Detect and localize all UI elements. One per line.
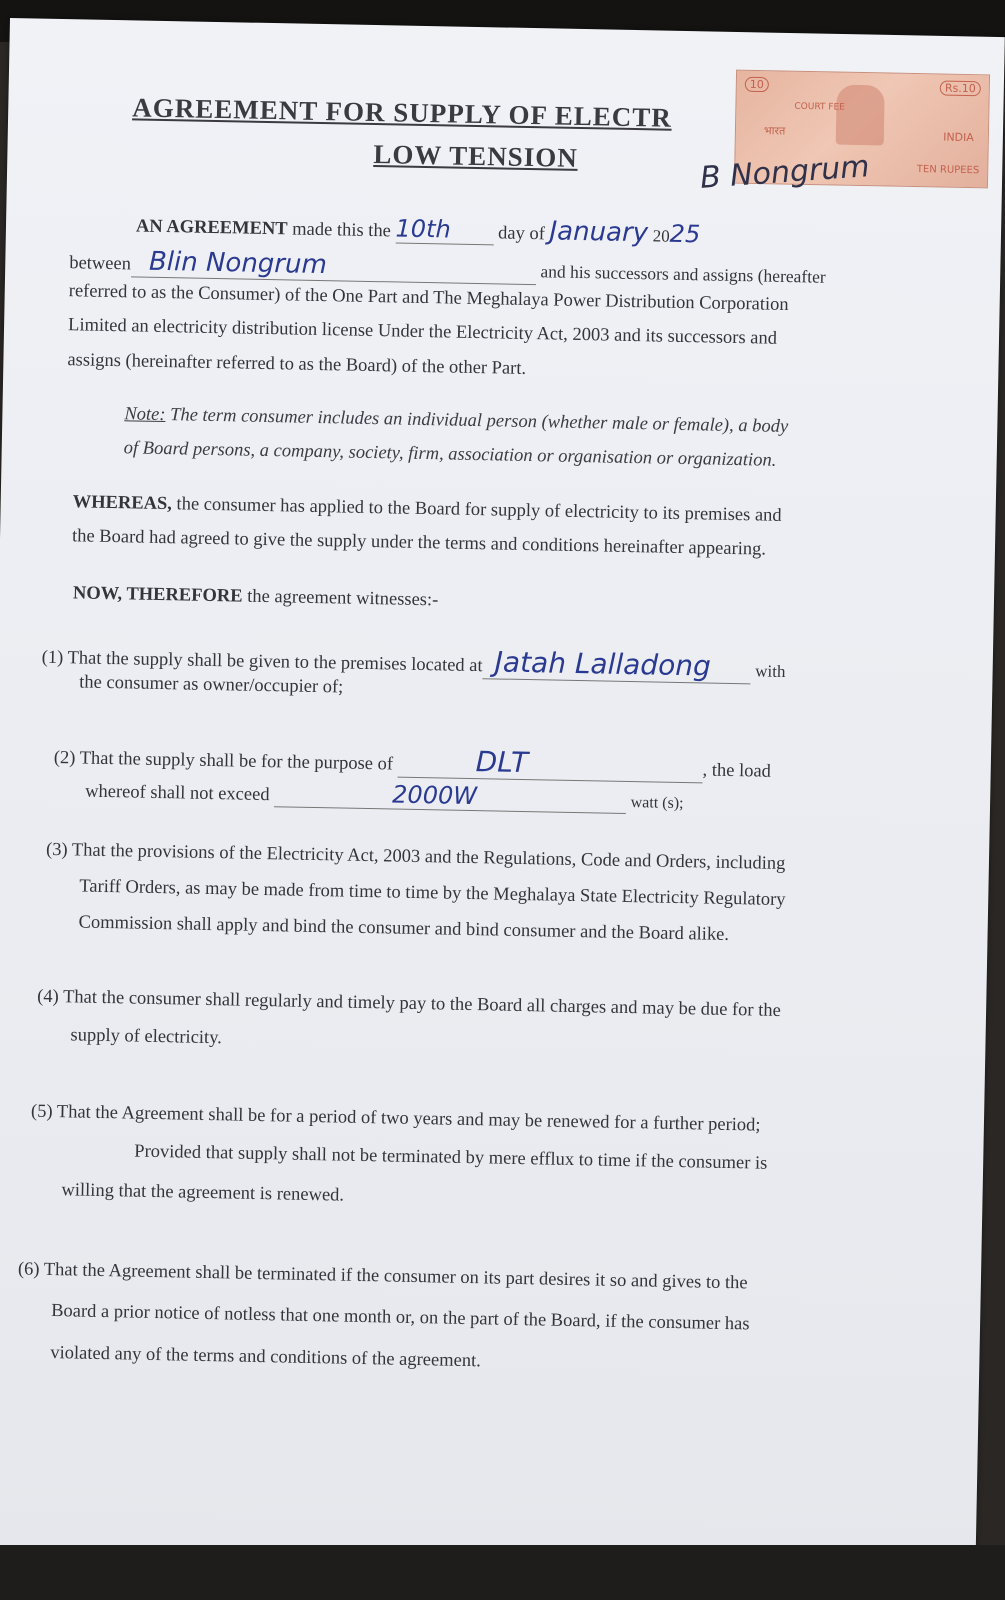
clause-6-line-2: Board a prior notice of notless that one month or, on the part of the Board, if the consumer has (50, 1301, 750, 1335)
load-field (274, 778, 626, 814)
document-title: AGREEMENT FOR SUPPLY OF ELECTR (132, 92, 673, 133)
now-therefore-text: the agreement witnesses:- (247, 586, 439, 611)
background-bottom (0, 1545, 1005, 1600)
stamp-value-right: Rs.10 (940, 80, 981, 96)
clause-5-line-3: willing that the agreement is renewed. (61, 1180, 345, 1206)
clause-2-load: , the load (702, 760, 772, 782)
note-line-2: of Board persons, a company, society, firm, association or organisation or organization. (123, 438, 777, 471)
note-text-1: The term consumer includes an individual person (whether male or female), a body (169, 405, 789, 438)
between-label: between (69, 253, 132, 275)
purpose-field (397, 744, 703, 784)
clause-4-line-2: supply of electricity. (70, 1025, 223, 1049)
stamp-court-fee: COURT FEE (794, 101, 845, 113)
clause-6-line-1: (6) That the Agreement shall be terminated if the consumer on its part desires it so and gives to the (17, 1259, 748, 1294)
whereas-bold: WHEREAS, (72, 492, 173, 515)
clause-1-text: (1) That the supply shall be given to the premises located at (41, 647, 483, 677)
intro-line-1 (136, 208, 701, 249)
whereas-line-1 (73, 492, 782, 527)
month-value: January (549, 216, 649, 249)
clause-2-watt: watt (s); (630, 794, 684, 813)
clause-1-line-2: the consumer as owner/occupier of; (79, 672, 344, 698)
now-therefore-line (73, 583, 439, 611)
day-field (395, 214, 494, 245)
stamp-denomination: TEN RUPEES (916, 164, 980, 177)
day-value: 10th (395, 214, 451, 244)
clause-5-line-1: (5) That the Agreement shall be for a period of two years and may be renewed for a further period; (30, 1101, 761, 1136)
clause-1-with: with (755, 661, 786, 682)
location-field (482, 645, 751, 684)
whereas-line-2: the Board had agreed to give the supply under the terms and conditions hereinafter appearing. (71, 526, 767, 560)
intro-line-4: Limited an electricity distribution license Under the Electricity Act, 2003 and its successors and (67, 315, 778, 349)
load-value: 2000W (391, 780, 478, 811)
clause-3-line-3: Commission shall apply and bind the consumer and bind consumer and the Board alike. (78, 912, 730, 945)
consumer-name-value: Blin Nongrum (148, 246, 328, 281)
intro-lead-text: made this the (292, 219, 392, 242)
clause-2-text: (2) That the supply shall be for the purpose of (53, 747, 394, 775)
between-field (131, 246, 537, 285)
intro-line-2-tail: and his successors and assigns (hereafter (540, 261, 826, 287)
note-line-1 (124, 404, 788, 438)
now-therefore-bold: NOW, THEREFORE (72, 583, 243, 607)
clause-6-line-3: violated any of the terms and conditions of the agreement. (50, 1343, 482, 1372)
clause-4-line-1: (4) That the consumer shall regularly and timely pay to the Board all charges and may be due for the (37, 986, 781, 1021)
clause-3-line-1: (3) That the provisions of the Electricity Act, 2003 and the Regulations, Code and Orders, including (45, 839, 786, 875)
location-value: Jatah Lalladong (494, 645, 712, 683)
whereas-text-1: the consumer has applied to the Board for supply of electricity to its premises and (176, 494, 782, 526)
intro-line-5: assigns (hereinafter referred to as the Board) of the other Part. (67, 350, 527, 379)
clause-5-line-2: Provided that supply shall not be terminated by mere efflux to time if the consumer is (134, 1141, 768, 1174)
document-subtitle: LOW TENSION (373, 139, 579, 173)
clause-3-line-2: Tariff Orders, as may be made from time to time by the Meghalaya State Electricity Regulatory (79, 876, 786, 911)
year-prefix: 20 (652, 226, 670, 246)
stamp-value-left: 10 (745, 77, 769, 92)
consumer-signature: B Nongrum (698, 149, 871, 196)
intro-lead-bold: AN AGREEMENT (135, 216, 288, 240)
clause-2-whereof: whereof shall not exceed (84, 781, 270, 806)
intro-line-3: referred to as the Consumer) of the One Part and The Meghalaya Power Distribution Corporation (68, 281, 789, 315)
note-label: Note: (124, 404, 166, 426)
year-value: 25 (669, 219, 701, 249)
day-label: day of (497, 223, 546, 245)
stamp-country-hindi: भारत (763, 124, 786, 138)
agreement-page (0, 18, 1005, 1572)
emblem-icon (836, 85, 885, 146)
purpose-value: DLT (475, 745, 529, 780)
stamp-country: INDIA (943, 130, 974, 145)
